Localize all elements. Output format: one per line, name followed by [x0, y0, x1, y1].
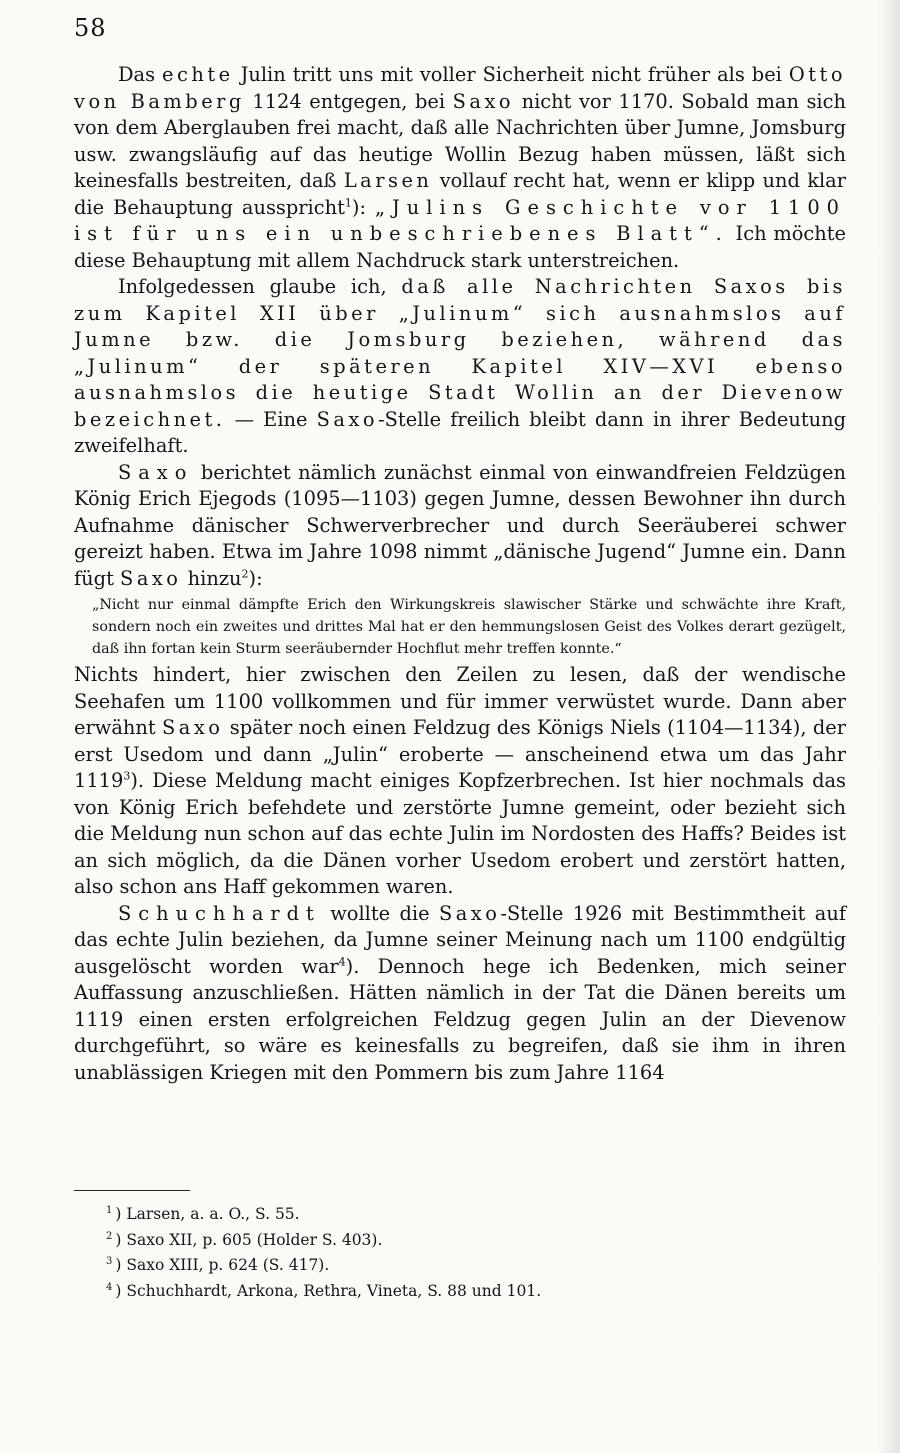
- text-run: wollte die: [320, 901, 439, 925]
- body-text: [74, 62, 846, 1086]
- footnote-text: ) Saxo XIII, p. 624 (S. 417).: [115, 1256, 330, 1275]
- text-run: ):: [351, 195, 375, 219]
- footnote-text: ) Schuchhardt, Arkona, Rethra, Vineta, S. 88 und 101.: [115, 1282, 542, 1301]
- text-run: 1124 entgegen, bei: [244, 89, 453, 113]
- spaced-text: daß alle Nachrichten Saxos bis zum Kapitel XII über „Julinum“ sich ausnahmslos auf Jumne bzw. die Jomsburg beziehen, während das „Julinum“ der späteren Kapitel XIV—XVI ebenso ausnahmslos die heutige Stadt Wollin an der Dievenow bezeichnet.: [74, 275, 846, 431]
- text-run: -Stelle 1926 mit Bestimmtheit auf das echte Julin beziehen, da Jumne seiner Meinung nach um 1100 endgültig ausgelöscht worden war: [74, 901, 846, 978]
- text-run: -Stelle freilich bleibt dann in ihrer Bedeutung zweifelhaft.: [74, 407, 847, 457]
- footnote-reference: 2: [241, 567, 249, 581]
- text-run: ). Dennoch hege ich Bedenken, mich seiner Auffassung anzuschließen. Hätten nämlich in der Tat die Dänen bereits um 1119 einen ersten erfolgreichen Feldzug gegen Julin an der Dievenow durchgeführt, so wäre es keinesfalls zu begreifen, daß sie ihm in ihren unablässigen Kriegen mit den Pommern bis zum Jahre 1164: [74, 954, 846, 1084]
- paragraph: [74, 274, 846, 460]
- spaced-text: Saxo: [162, 716, 224, 739]
- spaced-text: „Julins Geschichte vor 1100 ist für uns ein unbeschriebenes Blatt“.: [74, 195, 847, 245]
- spaced-text: Saxo: [438, 901, 501, 925]
- footnote-reference: 1: [344, 196, 352, 210]
- paragraph: [74, 460, 846, 593]
- paragraph-continuation: [74, 662, 846, 901]
- spaced-text: Saxo: [452, 89, 515, 113]
- block-quote: „Nicht nur einmal dämpfte Erich den Wirkungskreis slawischer Stärke und schwächte ihre Kraft, sondern noch ein zweites und drittes Mal hat er den hemmungslosen Geist des Volkes derart gezügelt, daß ihn fortan kein Sturm seeräubernder Hochflut mehr treffen konnte.“: [92, 597, 846, 657]
- footnote-mark: 3: [106, 1256, 113, 1268]
- spaced-text: Saxo: [316, 407, 379, 431]
- spaced-text: Saxo: [118, 460, 194, 484]
- footnote-reference: 4: [338, 955, 346, 969]
- text-run: — Eine: [225, 407, 317, 431]
- paragraph: [74, 901, 846, 1087]
- scan-edge-shadow: [878, 0, 900, 1453]
- footnote-text: ) Larsen, a. a. O., S. 55.: [115, 1205, 300, 1224]
- text-run: hinzu: [181, 566, 242, 590]
- spaced-text: Schuchhardt: [118, 901, 321, 925]
- text-run: Ich möchte diese Behauptung mit allem Nachdruck stark unterstreichen.: [74, 222, 846, 272]
- footnote: [106, 1251, 806, 1277]
- spaced-text: Larsen: [343, 169, 433, 192]
- spaced-text: Otto von Bamberg: [74, 63, 846, 113]
- footnote-mark: 2: [106, 1230, 113, 1242]
- text-run: ):: [248, 566, 263, 590]
- text-run: berichtet nämlich zunächst einmal von einwandfreien Feldzügen König Erich Ejegods (1095—1103) gegen Jumne, dessen Bewohner ihn durch Aufnahme dänischer Schwerverbrecher und durch Seeräuberei schwer gereizt haben. Etwa im Jahre 1098 nimmt „dänische Jugend“ Jumne ein. Dann fügt: [74, 460, 846, 590]
- footnote-text: ) Saxo XII, p. 605 (Holder S. 403).: [115, 1230, 383, 1249]
- footnote-reference: 3: [123, 769, 131, 783]
- text-run: Infolgedessen glaube ich,: [118, 275, 402, 298]
- footnote-mark: 4: [106, 1281, 113, 1293]
- paragraph: [74, 62, 846, 274]
- text-run: vollauf recht hat, wenn er klipp und klar die Behauptung ausspricht: [74, 169, 846, 219]
- footnote: [106, 1277, 806, 1303]
- footnote-mark: 1: [106, 1205, 113, 1216]
- spaced-text: echte: [162, 63, 234, 86]
- footnote: [106, 1200, 806, 1226]
- text-run: Nichts hindert, hier zwischen den Zeilen zu lesen, daß der wendische Seehafen um 1100 vollkommen und für immer verwüstet wurde. Dann aber erwähnt: [74, 663, 846, 739]
- spaced-text: Saxo: [120, 566, 182, 590]
- text-run: ). Diese Meldung macht einiges Kopfzerbrechen. Ist hier nochmals das von König Erich befehdete und zerstörte Jumne gemeint, oder bezieht sich die Meldung nun schon auf das echte Julin im Nordosten des Haffs? Beides ist an sich möglich, da die Dänen vorher Usedom erobert und zerstört hatten, also schon ans Haff gekommen waren.: [74, 769, 846, 898]
- footnote-separator: [74, 1190, 190, 1191]
- page-number: 58: [74, 14, 107, 42]
- text-run: nicht vor 1170. Sobald man sich von dem Aberglauben frei macht, daß alle Nachrichten über Jumne, Jomsburg usw. zwangsläufig auf das heutige Wollin Bezug haben müssen, läßt sich keinesfalls bestreiten, daß: [74, 89, 846, 192]
- footnote: [106, 1226, 806, 1252]
- text-run: Julin tritt uns mit voller Sicherheit nicht früher als bei: [233, 63, 789, 86]
- text-run: später noch einen Feldzug des Königs Niels (1104—1134), der erst Usedom und dann „Julin“ eroberte — anscheinend etwa um das Jahr 1119: [74, 716, 846, 792]
- text-run: Das: [118, 63, 163, 86]
- footnotes: [106, 1200, 806, 1303]
